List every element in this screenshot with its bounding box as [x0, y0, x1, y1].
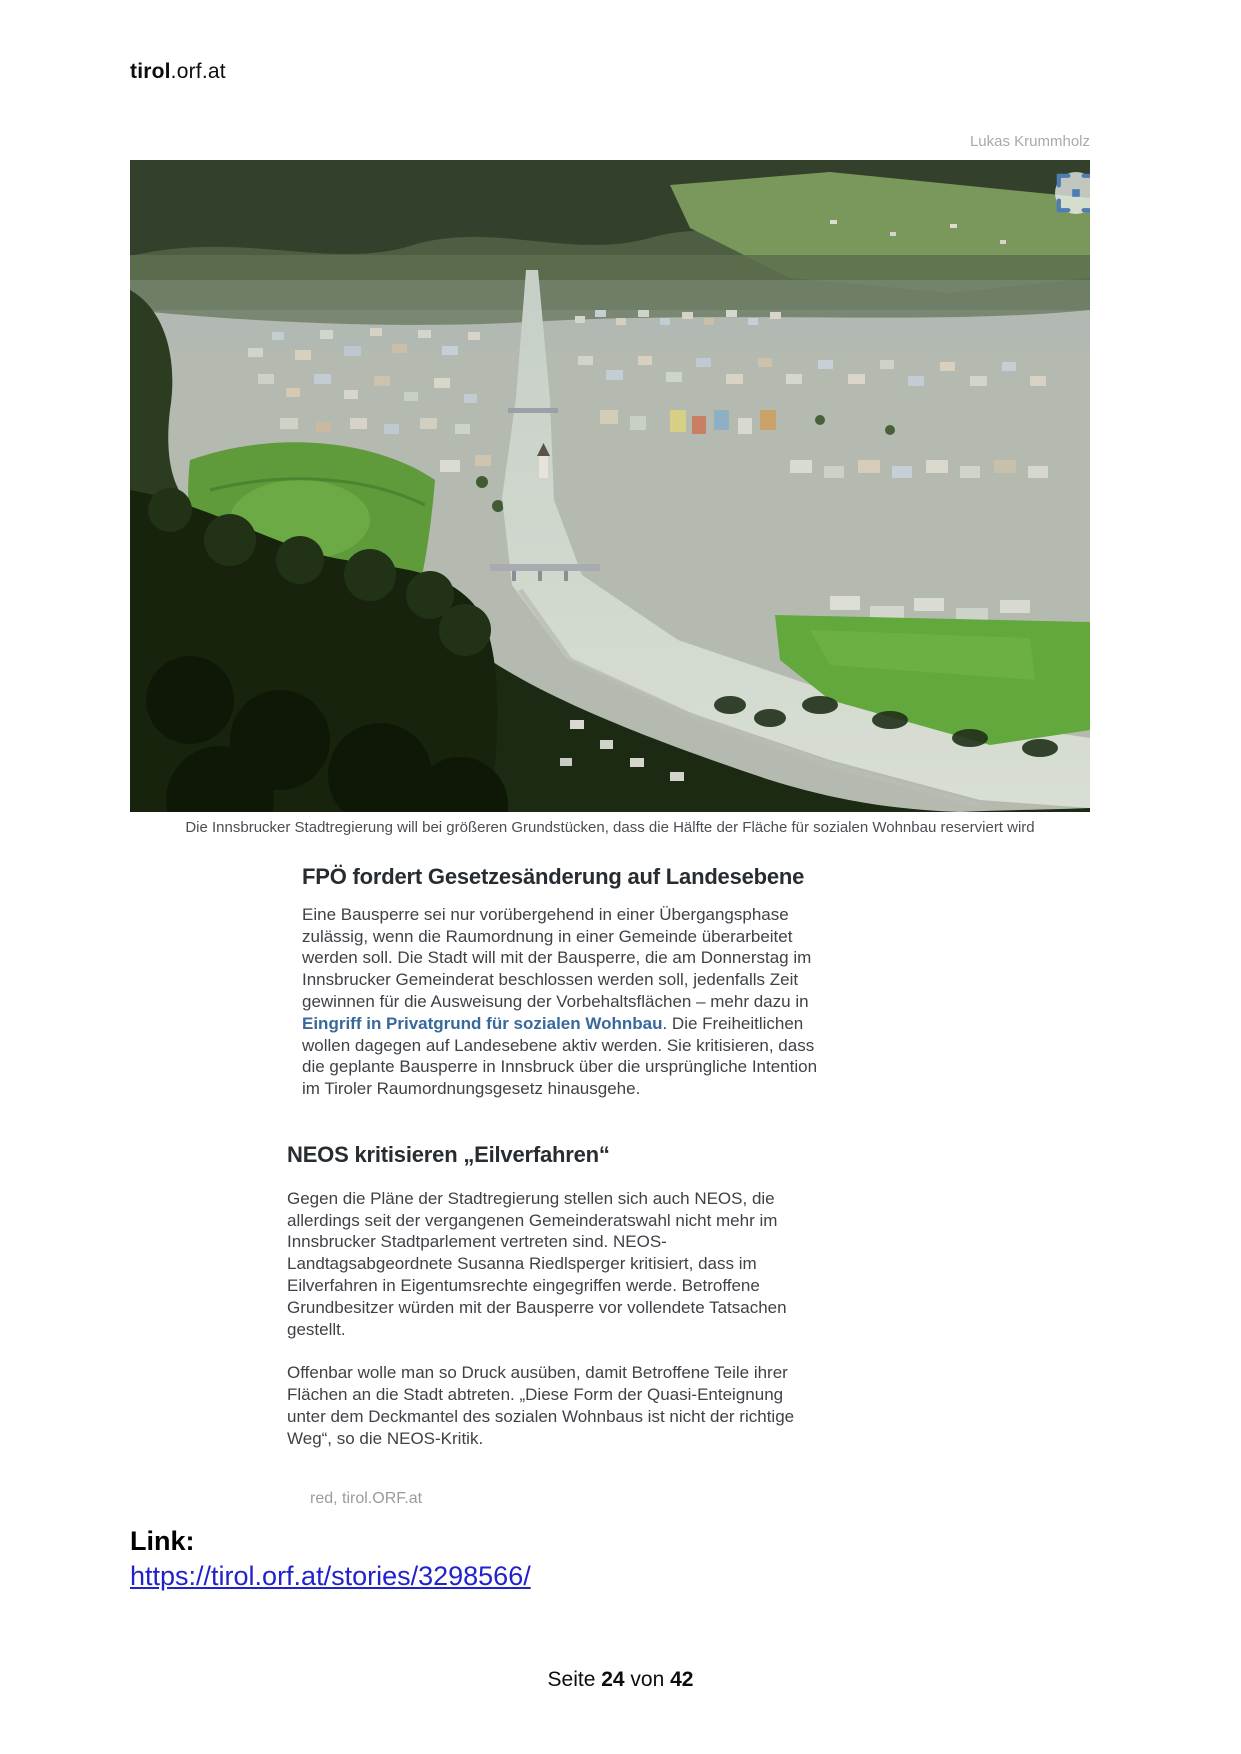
link-label: Link: [130, 1526, 195, 1556]
footer-middle: von [624, 1668, 671, 1691]
page-footer [0, 1668, 1241, 1692]
footer-prefix: Seite [547, 1668, 602, 1691]
paragraph-text: Eine Bausperre sei nur vorübergehend in einer Übergangsphase zulässig, wenn die Raumordnung in einer Gemeinde überarbeitet werden soll. Die Stadt will mit der Bausperre, die am Donnerstag im Innsbrucker Gemeinderat beschlossen werden soll, jedenfalls Zeit gewinnen für die Ausweisung der Vorbehaltsflächen – mehr dazu in [302, 904, 812, 1011]
site-brand-bold: tirol [130, 60, 171, 83]
article-byline: red, tirol.ORF.at [310, 1490, 423, 1507]
article-section-neos [287, 1144, 823, 1450]
article-photo [130, 160, 1090, 812]
article-inline-link[interactable]: Eingriff in Privatgrund für sozialen Wohnbau [302, 1013, 663, 1033]
section-heading-neos: NEOS kritisieren „Eilverfahren“ [287, 1142, 610, 1167]
site-brand [130, 60, 226, 84]
photo-caption: Die Innsbrucker Stadtregierung will bei größeren Grundstücken, dass die Hälfte der Fläche für sozialen Wohnbau reserviert wird [185, 819, 1035, 836]
paragraph-neos-1: Gegen die Pläne der Stadtregierung stellen sich auch NEOS, die allerdings seit der vergangenen Gemeinderatswahl nicht mehr im Innsbrucker Stadtparlement vertreten sind. NEOS-Landtagsabgeordnete Susanna Riedlsperger kritisiert, dass im Eilverfahren in Eigentumsrechte eingegriffen werde. Betroffene Grundbesitzer würden mit der Bausperre vor vollendete Tatsachen gestellt. [287, 1188, 787, 1339]
article-section-fpoe [302, 866, 830, 1100]
innsbruck-aerial-photo [130, 160, 1090, 812]
story-url-link[interactable]: https://tirol.orf.at/stories/3298566/ [130, 1561, 531, 1591]
fullscreen-icon [1055, 172, 1090, 214]
section-heading-fpoe: FPÖ fordert Gesetzesänderung auf Landesebene [302, 864, 805, 889]
paragraph-text: . Die Freiheitlichen wollen dagegen auf Landesebene aktiv werden. Sie kritisieren, dass die geplante Bausperre in Innsbruck über die ursprüngliche Intention im Tiroler Raumordnungsgesetz hinausgehe. [302, 1013, 818, 1099]
paragraph-fpoe [302, 904, 830, 1100]
paragraph-neos-2: Offenbar wolle man so Druck ausüben, damit Betroffene Teile ihrer Flächen an die Stadt abtreten. „Diese Form der Quasi-Enteignung unter dem Deckmantel des sozialen Wohnbaus ist nicht der richtige Weg“, so die NEOS-Kritik. [287, 1363, 795, 1448]
fullscreen-button[interactable] [1055, 172, 1090, 214]
site-brand-rest: .orf.at [170, 60, 226, 83]
photo-credit: Lukas Krummholz [969, 133, 1090, 150]
footer-total-pages: 42 [670, 1668, 694, 1691]
footer-page-number: 24 [601, 1668, 625, 1691]
